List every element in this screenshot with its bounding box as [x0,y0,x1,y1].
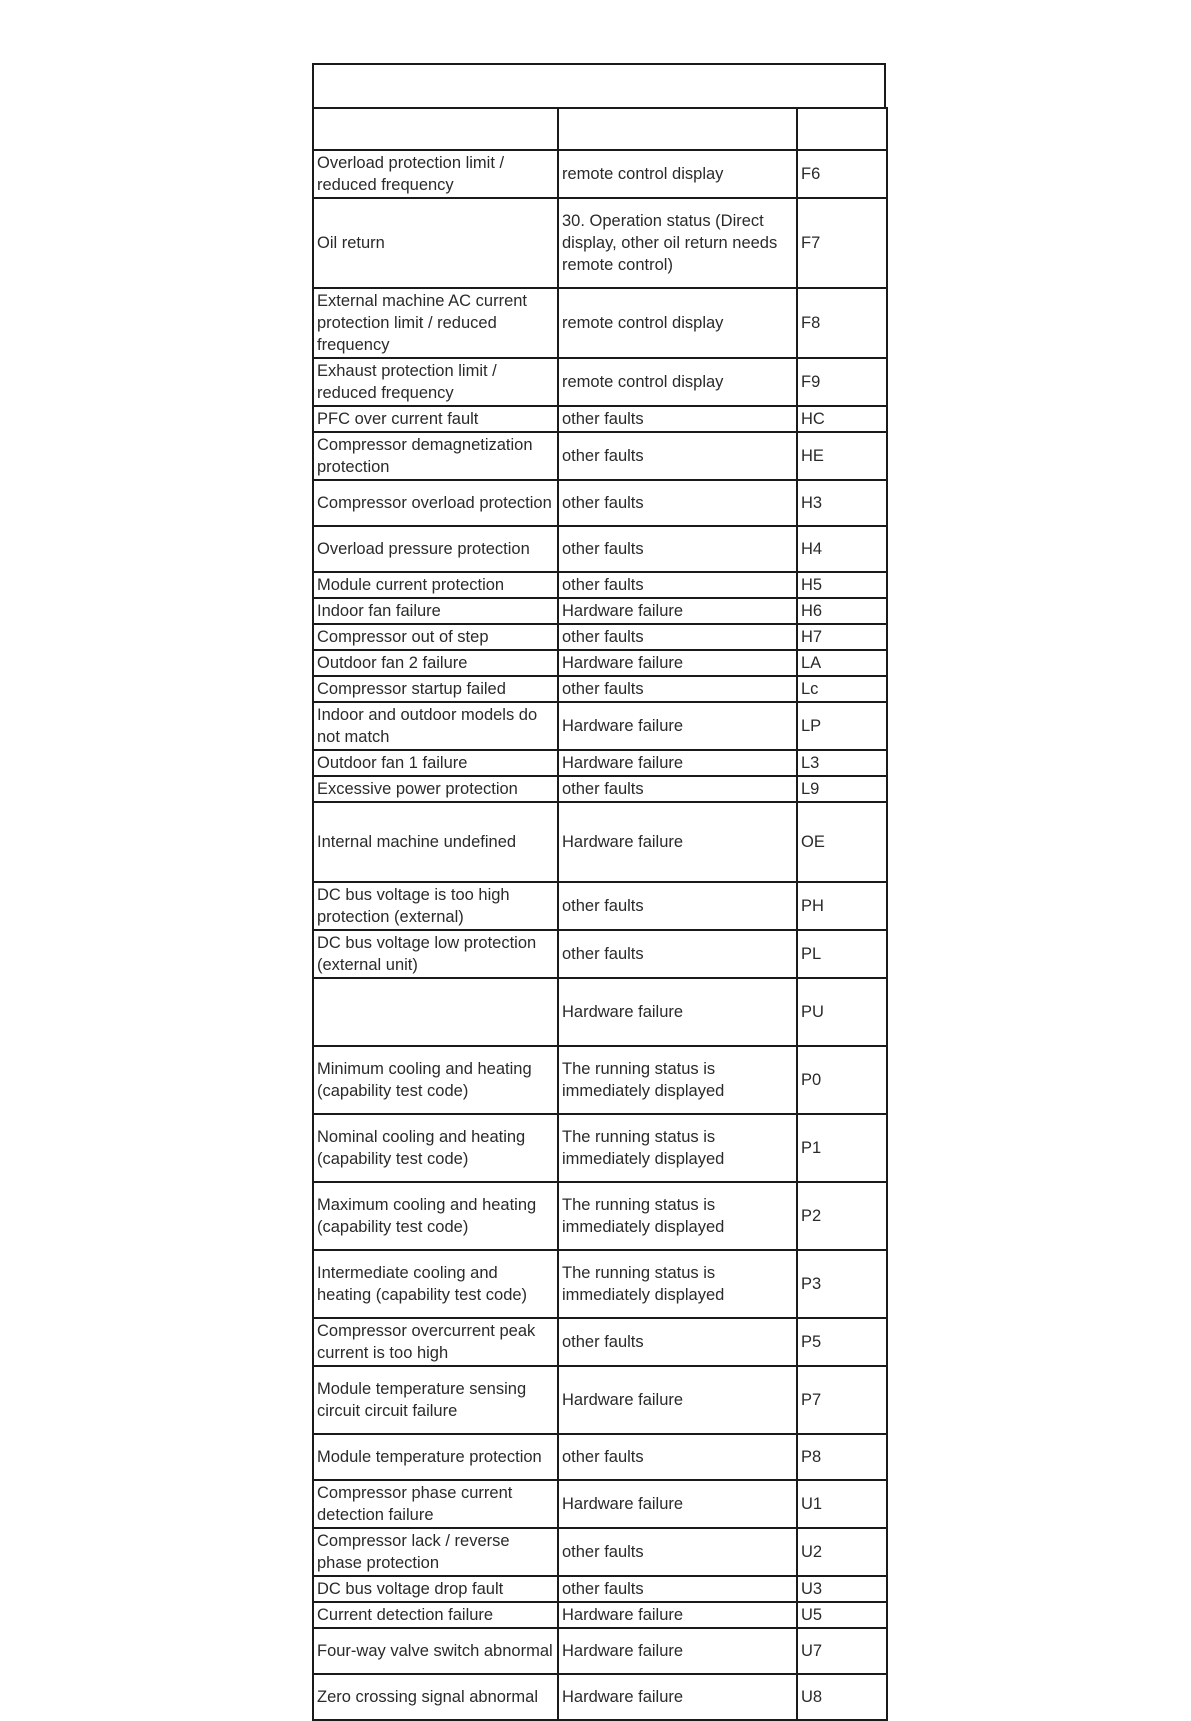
cell-fault: Nominal cooling and heating (capability test code) [313,1114,558,1182]
cell-code: U3 [797,1576,887,1602]
cell-code: L9 [797,776,887,802]
cell-fault: Exhaust protection limit / reduced frequency [313,358,558,406]
table-row [313,1434,887,1480]
cell-code: LP [797,702,887,750]
cell-display: other faults [558,526,797,572]
cell-display: other faults [558,930,797,978]
cell-display: other faults [558,1528,797,1576]
cell-fault: Compressor startup failed [313,676,558,702]
table-row [313,750,887,776]
cell-display: other faults [558,676,797,702]
table-row [313,198,887,288]
cell-fault: Module current protection [313,572,558,598]
cell-fault: Overload pressure protection [313,526,558,572]
cell-display: Hardware failure [558,650,797,676]
table-row [313,1046,887,1114]
cell-fault: Minimum cooling and heating (capability test code) [313,1046,558,1114]
cell-fault: External machine AC current protection limit / reduced frequency [313,288,558,358]
cell-code: U1 [797,1480,887,1528]
table-row [313,1318,887,1366]
cell-display: other faults [558,1318,797,1366]
table-title-row [312,63,886,107]
cell-fault: DC bus voltage is too high protection (external) [313,882,558,930]
table-row [313,1480,887,1528]
table-row [313,776,887,802]
cell-code: U2 [797,1528,887,1576]
table-row [313,406,887,432]
cell-display: other faults [558,1434,797,1480]
cell-fault: Indoor and outdoor models do not match [313,702,558,750]
cell-display: remote control display [558,150,797,198]
cell-code: F6 [797,150,887,198]
table-row [313,1114,887,1182]
cell-fault: Outdoor fan 1 failure [313,750,558,776]
cell-display: Hardware failure [558,1366,797,1434]
cell-code: P0 [797,1046,887,1114]
cell-display: remote control display [558,358,797,406]
cell-code: H7 [797,624,887,650]
cell-fault: Zero crossing signal abnormal [313,1674,558,1720]
cell-fault: Maximum cooling and heating (capability test code) [313,1182,558,1250]
cell-display: Hardware failure [558,750,797,776]
table-row [313,1674,887,1720]
table-header-row [313,108,887,150]
cell-display: remote control display [558,288,797,358]
cell-code: P7 [797,1366,887,1434]
table-row [313,1182,887,1250]
table-row [313,676,887,702]
table-row [313,702,887,750]
cell-code: L3 [797,750,887,776]
cell-display: Hardware failure [558,978,797,1046]
table-row [313,1528,887,1576]
cell-code: P8 [797,1434,887,1480]
cell-display: Hardware failure [558,598,797,624]
cell-fault: Current detection failure [313,1602,558,1628]
cell-code: HE [797,432,887,480]
table-row [313,1576,887,1602]
cell-display: other faults [558,882,797,930]
cell-display: The running status is immediately displayed [558,1182,797,1250]
table-row [313,624,887,650]
cell-display: Hardware failure [558,702,797,750]
cell-fault: Compressor lack / reverse phase protection [313,1528,558,1576]
table-row [313,358,887,406]
cell-code: Lc [797,676,887,702]
table-row [313,480,887,526]
table-row [313,432,887,480]
cell-code: OE [797,802,887,882]
cell-fault: Overload protection limit / reduced frequency [313,150,558,198]
table-body [313,108,887,1720]
cell-code: F9 [797,358,887,406]
cell-display: Hardware failure [558,1628,797,1674]
table-row [313,1366,887,1434]
cell-display: The running status is immediately displayed [558,1250,797,1318]
cell-fault: Compressor overcurrent peak current is too high [313,1318,558,1366]
fault-code-sheet [312,63,886,1721]
cell-fault: Indoor fan failure [313,598,558,624]
cell-display: other faults [558,432,797,480]
cell-code: F8 [797,288,887,358]
cell-code: U5 [797,1602,887,1628]
cell-display: Hardware failure [558,1602,797,1628]
cell-fault: Four-way valve switch abnormal [313,1628,558,1674]
table-row [313,598,887,624]
cell-fault: Compressor phase current detection failure [313,1480,558,1528]
cell-display: other faults [558,624,797,650]
table-row [313,930,887,978]
table-row [313,150,887,198]
cell-display: other faults [558,406,797,432]
header-fault [313,108,558,150]
table-row [313,288,887,358]
cell-code: HC [797,406,887,432]
cell-fault: Oil return [313,198,558,288]
fault-code-table [312,107,888,1721]
cell-code: H6 [797,598,887,624]
table-row [313,650,887,676]
cell-fault: Intermediate cooling and heating (capability test code) [313,1250,558,1318]
cell-code: H3 [797,480,887,526]
header-code [797,108,887,150]
cell-fault: Compressor out of step [313,624,558,650]
cell-code: PL [797,930,887,978]
cell-display: other faults [558,776,797,802]
cell-fault: PFC over current fault [313,406,558,432]
cell-fault [313,978,558,1046]
cell-display: Hardware failure [558,1480,797,1528]
cell-display: other faults [558,1576,797,1602]
cell-fault: Module temperature sensing circuit circuit failure [313,1366,558,1434]
cell-code: LA [797,650,887,676]
cell-fault: Excessive power protection [313,776,558,802]
cell-code: U7 [797,1628,887,1674]
table-row [313,1602,887,1628]
cell-code: H4 [797,526,887,572]
cell-code: PU [797,978,887,1046]
cell-fault: Compressor overload protection [313,480,558,526]
cell-code: H5 [797,572,887,598]
header-display [558,108,797,150]
cell-display: Hardware failure [558,1674,797,1720]
cell-code: F7 [797,198,887,288]
cell-code: PH [797,882,887,930]
cell-code: P2 [797,1182,887,1250]
cell-display: The running status is immediately displayed [558,1114,797,1182]
table-row [313,802,887,882]
cell-fault: Outdoor fan 2 failure [313,650,558,676]
cell-fault: Internal machine undefined [313,802,558,882]
table-row [313,526,887,572]
table-row [313,1628,887,1674]
cell-fault: DC bus voltage drop fault [313,1576,558,1602]
table-row [313,1250,887,1318]
cell-code: P1 [797,1114,887,1182]
cell-display: The running status is immediately displayed [558,1046,797,1114]
cell-fault: Module temperature protection [313,1434,558,1480]
cell-display: Hardware failure [558,802,797,882]
cell-code: P5 [797,1318,887,1366]
cell-code: P3 [797,1250,887,1318]
cell-display: other faults [558,572,797,598]
cell-display: 30. Operation status (Direct display, other oil return needs remote control) [558,198,797,288]
cell-fault: DC bus voltage low protection (external unit) [313,930,558,978]
cell-code: U8 [797,1674,887,1720]
cell-fault: Compressor demagnetization protection [313,432,558,480]
table-row [313,572,887,598]
table-row [313,978,887,1046]
table-row [313,882,887,930]
cell-display: other faults [558,480,797,526]
